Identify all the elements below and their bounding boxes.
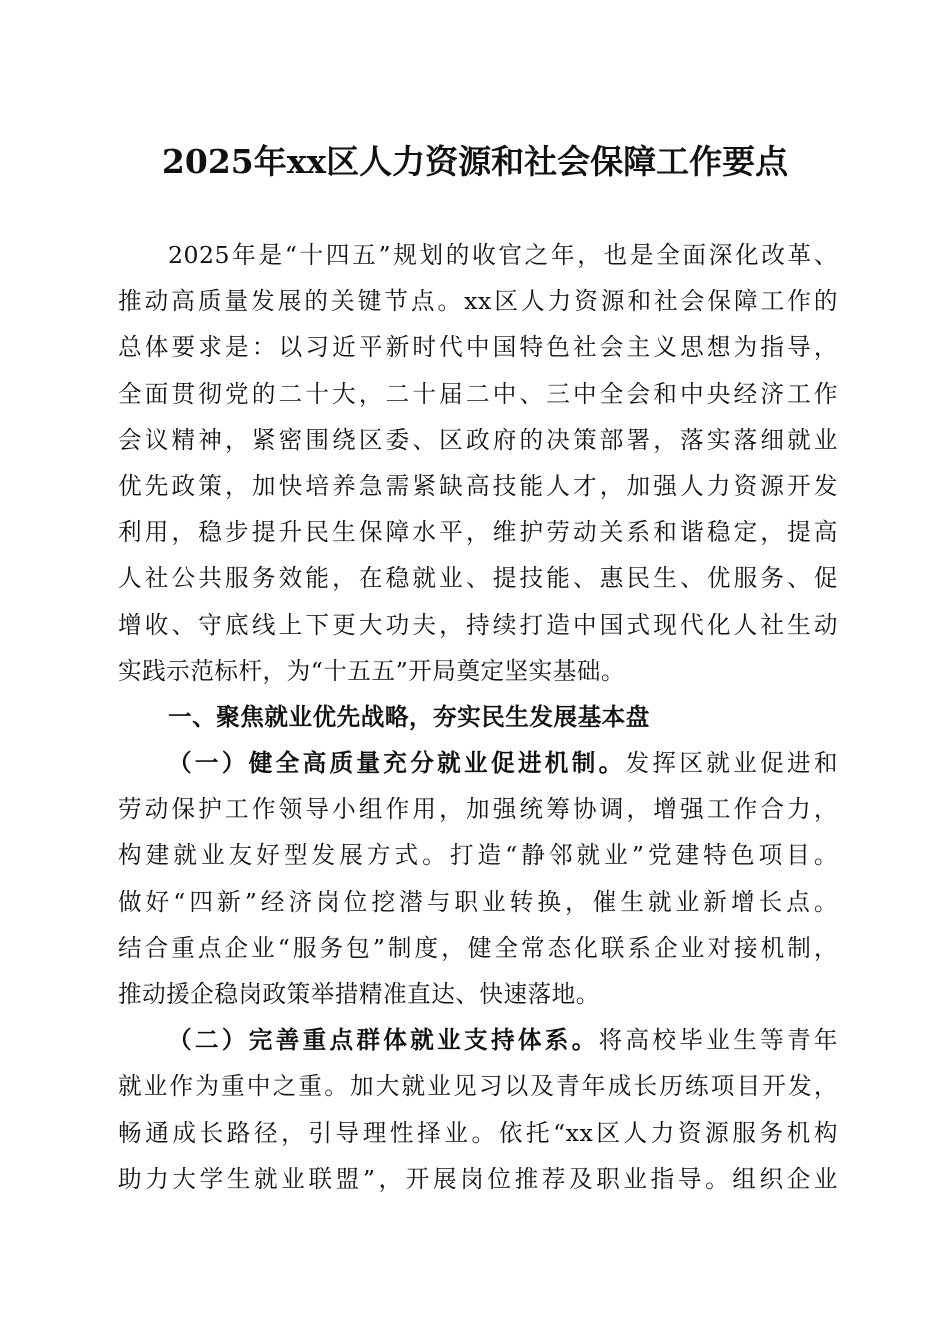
paragraph-line: 劳动保护工作领导小组作用，加强统筹协调，增强工作合力，: [118, 795, 838, 824]
paragraph-line: 全面贯彻党的二十大，二十届二中、三中全会和中央经济工作: [118, 379, 838, 408]
paragraph-line: 就业作为重中之重。加大就业见习以及青年成长历练项目开发，: [118, 1072, 838, 1101]
paragraph-line: 人社公共服务效能，在稳就业、提技能、惠民生、优服务、促: [118, 564, 838, 593]
item-2-first-rest: 将高校毕业生等青年: [598, 1026, 839, 1055]
section-heading: 一、聚焦就业优先战略，夯实民生发展基本盘: [168, 702, 650, 731]
item-1-first-line: [118, 740, 838, 786]
item-1-first-rest: 发挥区就业促进和: [625, 749, 838, 778]
paragraph-line: 2025年是“十四五”规划的收官之年，也是全面深化改革、: [168, 241, 838, 269]
document-title: 2025年xx区人力资源和社会保障工作要点: [161, 142, 789, 181]
paragraph-line: 实践示范标杆，为“十五五”开局奠定坚实基础。: [118, 656, 625, 685]
item-2-first-line: [118, 1017, 838, 1063]
item-1-lead: （一）健全高质量充分就业促进机制。: [168, 749, 626, 778]
paragraph-line: 优先政策，加快培养急需紧缺高技能人才，加强人力资源开发: [118, 471, 838, 500]
paragraph-line: 总体要求是：以习近平新时代中国特色社会主义思想为指导，: [118, 333, 838, 362]
paragraph-line: 会议精神，紧密围绕区委、区政府的决策部署，落实落细就业: [118, 425, 838, 454]
paragraph-line: 畅通成长路径，引导理性择业。依托“xx区人力资源服务机构: [118, 1118, 838, 1147]
paragraph-line: 利用，稳步提升民生保障水平，维护劳动关系和谐稳定，提高: [118, 518, 838, 547]
paragraph-line: 构建就业友好型发展方式。打造“静邻就业”党建特色项目。: [118, 841, 838, 870]
paragraph-line: 助力大学生就业联盟”，开展岗位推荐及职业指导。组织企业: [118, 1164, 838, 1193]
paragraph-line: 推动高质量发展的关键节点。xx区人力资源和社会保障工作的: [118, 287, 838, 316]
document-body: [118, 232, 838, 1202]
item-2-lead: （二）完善重点群体就业支持体系。: [168, 1026, 599, 1055]
paragraph-line: 推动援企稳岗政策举措精准直达、快速落地。: [118, 980, 600, 1008]
paragraph-line: 增收、守底线上下更大功夫，持续打造中国式现代化人社生动: [118, 610, 838, 639]
paragraph-line: 结合重点企业“服务包”制度，健全常态化联系企业对接机制，: [118, 933, 838, 962]
paragraph-line: 做好“四新”经济岗位挖潜与职业转换，催生就业新增长点。: [118, 887, 838, 916]
